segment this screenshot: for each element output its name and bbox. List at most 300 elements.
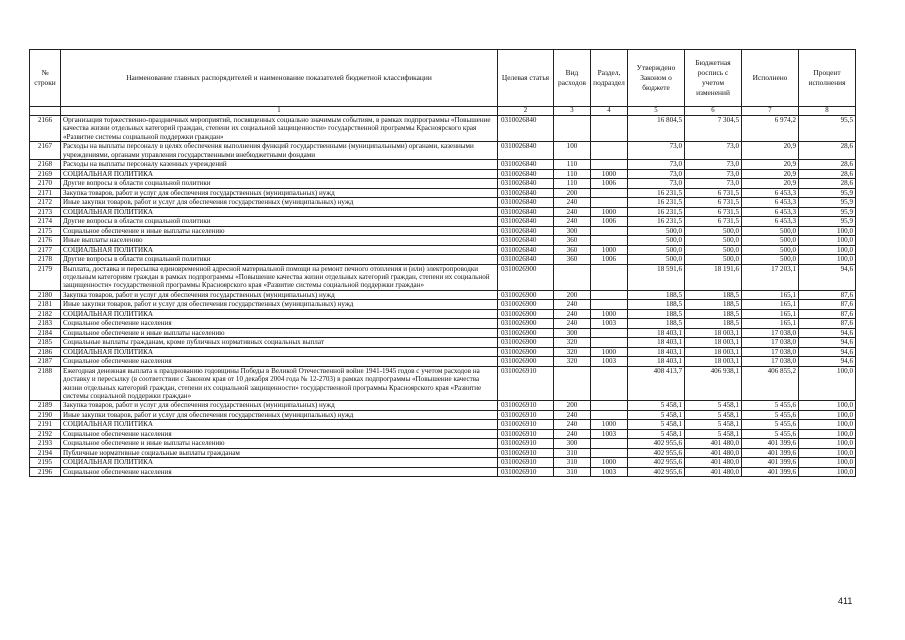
table-row — [30, 169, 856, 179]
percent-cell: 100,0 — [799, 448, 856, 458]
table-row — [30, 290, 856, 300]
name-cell: СОЦИАЛЬНАЯ ПОЛИТИКА — [61, 347, 498, 357]
revised-cell: 500,0 — [685, 245, 742, 255]
name-cell: Расходы на выплаты персоналу казенных учреждений — [61, 160, 498, 170]
executed-cell: 165,1 — [742, 309, 799, 319]
approved-cell: 16 231,5 — [628, 198, 685, 208]
row-number-cell: 2171 — [30, 188, 61, 198]
header-section: Раздел, подраздел — [591, 50, 628, 107]
row-number-cell: 2184 — [30, 328, 61, 338]
target-article-cell: 0310026840 — [498, 236, 554, 246]
table-row — [30, 420, 856, 430]
executed-cell: 17 203,1 — [742, 264, 799, 290]
name-cell: Организация торжественно-праздничных мероприятий, посвященных социально значимым событиям, в рамках подпрограммы «Повышение качества жизни отдельных категорий граждан, степени их социальной защищенности» государственной программы Красноярского края «Развитие системы социальной поддержки граждан» — [61, 116, 498, 142]
executed-cell: 5 455,6 — [742, 410, 799, 420]
header-revised: Бюджетная роспись с учетом изменений — [685, 50, 742, 107]
revised-cell: 5 458,1 — [685, 401, 742, 411]
revised-cell: 500,0 — [685, 255, 742, 265]
revised-cell: 401 480,0 — [685, 458, 742, 468]
header-executed: Исполнено — [742, 50, 799, 107]
approved-cell: 16 231,5 — [628, 217, 685, 227]
section-cell — [591, 116, 628, 142]
revised-cell: 5 458,1 — [685, 420, 742, 430]
column-number: 2 — [498, 107, 554, 116]
revised-cell: 188,5 — [685, 290, 742, 300]
target-article-cell: 0310026900 — [498, 264, 554, 290]
row-number-cell: 2179 — [30, 264, 61, 290]
table-row — [30, 401, 856, 411]
expense-type-cell: 360 — [554, 255, 591, 265]
header-expense-type: Вид расходов — [554, 50, 591, 107]
approved-cell: 408 413,7 — [628, 366, 685, 401]
section-cell — [591, 264, 628, 290]
revised-cell: 500,0 — [685, 236, 742, 246]
column-number: 1 — [61, 107, 498, 116]
header-row-number: № строки — [30, 50, 61, 107]
percent-cell: 100,0 — [799, 420, 856, 430]
executed-cell: 20,9 — [742, 160, 799, 170]
name-cell: СОЦИАЛЬНАЯ ПОЛИТИКА — [61, 245, 498, 255]
percent-cell: 100,0 — [799, 366, 856, 401]
expense-type-cell: 300 — [554, 226, 591, 236]
section-cell — [591, 448, 628, 458]
executed-cell: 20,9 — [742, 179, 799, 189]
executed-cell: 165,1 — [742, 300, 799, 310]
column-number: 4 — [591, 107, 628, 116]
revised-cell: 73,0 — [685, 160, 742, 170]
name-cell: СОЦИАЛЬНАЯ ПОЛИТИКА — [61, 207, 498, 217]
section-cell — [591, 366, 628, 401]
approved-cell: 5 458,1 — [628, 410, 685, 420]
percent-cell: 94,6 — [799, 328, 856, 338]
name-cell: Социальное обеспечение и иные выплаты населению — [61, 439, 498, 449]
table-row — [30, 179, 856, 189]
column-number — [30, 107, 61, 116]
table-row — [30, 458, 856, 468]
expense-type-cell: 100 — [554, 142, 591, 160]
row-number-cell: 2192 — [30, 429, 61, 439]
expense-type-cell: 300 — [554, 328, 591, 338]
name-cell: Другие вопросы в области социальной политики — [61, 255, 498, 265]
section-cell: 1000 — [591, 420, 628, 430]
table-row — [30, 319, 856, 329]
header-name: Наименование главных распорядителей и наименование показателей бюджетной классификации — [61, 50, 498, 107]
revised-cell: 5 458,1 — [685, 410, 742, 420]
target-article-cell: 0310026900 — [498, 357, 554, 367]
target-article-cell: 0310026840 — [498, 245, 554, 255]
table-row — [30, 467, 856, 477]
revised-cell: 18 191,6 — [685, 264, 742, 290]
revised-cell: 406 938,1 — [685, 366, 742, 401]
approved-cell: 73,0 — [628, 169, 685, 179]
approved-cell: 500,0 — [628, 245, 685, 255]
percent-cell: 94,6 — [799, 347, 856, 357]
row-number-cell: 2178 — [30, 255, 61, 265]
row-number-cell: 2166 — [30, 116, 61, 142]
percent-cell: 87,6 — [799, 319, 856, 329]
row-number-cell: 2195 — [30, 458, 61, 468]
approved-cell: 18 591,6 — [628, 264, 685, 290]
expense-type-cell: 200 — [554, 188, 591, 198]
expense-type-cell: 200 — [554, 401, 591, 411]
name-cell: Публичные нормативные социальные выплаты гражданам — [61, 448, 498, 458]
target-article-cell: 0310026900 — [498, 290, 554, 300]
revised-cell: 7 304,5 — [685, 116, 742, 142]
table-row — [30, 300, 856, 310]
revised-cell: 500,0 — [685, 226, 742, 236]
name-cell: Социальное обеспечение населения — [61, 357, 498, 367]
target-article-cell: 0310026910 — [498, 439, 554, 449]
approved-cell: 18 403,1 — [628, 338, 685, 348]
percent-cell: 100,0 — [799, 245, 856, 255]
expense-type-cell: 320 — [554, 338, 591, 348]
header-percent: Процент исполнения — [799, 50, 856, 107]
section-cell: 1000 — [591, 169, 628, 179]
target-article-cell: 0310026840 — [498, 169, 554, 179]
table-row — [30, 255, 856, 265]
name-cell: Другие вопросы в области социальной политики — [61, 217, 498, 227]
row-number-cell: 2194 — [30, 448, 61, 458]
expense-type-cell — [554, 116, 591, 142]
revised-cell: 18 003,1 — [685, 338, 742, 348]
section-cell — [591, 290, 628, 300]
expense-type-cell: 240 — [554, 410, 591, 420]
executed-cell: 500,0 — [742, 255, 799, 265]
approved-cell: 402 955,6 — [628, 467, 685, 477]
section-cell: 1006 — [591, 179, 628, 189]
table-row — [30, 207, 856, 217]
percent-cell: 100,0 — [799, 226, 856, 236]
header-approved: Утверждено Законом о бюджете — [628, 50, 685, 107]
executed-cell: 6 453,3 — [742, 198, 799, 208]
column-number: 5 — [628, 107, 685, 116]
section-cell — [591, 338, 628, 348]
table-row — [30, 347, 856, 357]
row-number-cell: 2169 — [30, 169, 61, 179]
expense-type-cell: 240 — [554, 207, 591, 217]
revised-cell: 6 731,5 — [685, 198, 742, 208]
percent-cell: 95,9 — [799, 198, 856, 208]
column-number: 7 — [742, 107, 799, 116]
revised-cell: 188,5 — [685, 319, 742, 329]
expense-type-cell: 110 — [554, 179, 591, 189]
row-number-cell: 2168 — [30, 160, 61, 170]
section-cell — [591, 226, 628, 236]
revised-cell: 73,0 — [685, 179, 742, 189]
executed-cell: 6 453,3 — [742, 207, 799, 217]
approved-cell: 18 403,1 — [628, 328, 685, 338]
expense-type-cell: 110 — [554, 169, 591, 179]
target-article-cell: 0310026910 — [498, 429, 554, 439]
expense-type-cell: 240 — [554, 198, 591, 208]
percent-cell: 100,0 — [799, 439, 856, 449]
percent-cell: 100,0 — [799, 401, 856, 411]
name-cell: Социальное обеспечение населения — [61, 429, 498, 439]
percent-cell: 87,6 — [799, 309, 856, 319]
budget-table-sheet — [29, 49, 855, 477]
expense-type-cell: 240 — [554, 319, 591, 329]
percent-cell: 94,6 — [799, 338, 856, 348]
row-number-cell: 2187 — [30, 357, 61, 367]
table-row — [30, 188, 856, 198]
name-cell: Социальное обеспечение и иные выплаты населению — [61, 226, 498, 236]
table-row — [30, 338, 856, 348]
section-cell: 1003 — [591, 357, 628, 367]
row-number-cell: 2182 — [30, 309, 61, 319]
percent-cell: 28,6 — [799, 169, 856, 179]
approved-cell: 188,5 — [628, 319, 685, 329]
name-cell: Социальное обеспечение населения — [61, 319, 498, 329]
executed-cell: 401 399,6 — [742, 439, 799, 449]
table-row — [30, 116, 856, 142]
executed-cell: 165,1 — [742, 319, 799, 329]
executed-cell: 500,0 — [742, 245, 799, 255]
name-cell: Иные закупки товаров, работ и услуг для обеспечения государственных (муниципальных) нужд — [61, 198, 498, 208]
approved-cell: 402 955,6 — [628, 458, 685, 468]
row-number-cell: 2172 — [30, 198, 61, 208]
row-number-cell: 2167 — [30, 142, 61, 160]
expense-type-cell: 240 — [554, 217, 591, 227]
approved-cell: 73,0 — [628, 179, 685, 189]
table-row — [30, 328, 856, 338]
percent-cell: 100,0 — [799, 236, 856, 246]
expense-type-cell: 310 — [554, 448, 591, 458]
row-number-cell: 2185 — [30, 338, 61, 348]
percent-cell: 28,6 — [799, 142, 856, 160]
target-article-cell: 0310026910 — [498, 401, 554, 411]
approved-cell: 18 403,1 — [628, 347, 685, 357]
target-article-cell: 0310026910 — [498, 410, 554, 420]
name-cell: Закупка товаров, работ и услуг для обеспечения государственных (муниципальных) нужд — [61, 290, 498, 300]
target-article-cell: 0310026840 — [498, 116, 554, 142]
section-cell — [591, 188, 628, 198]
name-cell: Социальное обеспечение и иные выплаты населению — [61, 328, 498, 338]
name-cell: СОЦИАЛЬНАЯ ПОЛИТИКА — [61, 458, 498, 468]
executed-cell: 6 453,3 — [742, 217, 799, 227]
column-number: 3 — [554, 107, 591, 116]
section-cell — [591, 410, 628, 420]
approved-cell: 188,5 — [628, 309, 685, 319]
table-row — [30, 217, 856, 227]
name-cell: Социальные выплаты гражданам, кроме публичных нормативных социальных выплат — [61, 338, 498, 348]
revised-cell: 18 003,1 — [685, 347, 742, 357]
row-number-cell: 2186 — [30, 347, 61, 357]
target-article-cell: 0310026840 — [498, 198, 554, 208]
table-row — [30, 357, 856, 367]
table-row — [30, 198, 856, 208]
percent-cell: 100,0 — [799, 467, 856, 477]
name-cell: Закупка товаров, работ и услуг для обеспечения государственных (муниципальных) нужд — [61, 401, 498, 411]
name-cell: Иные выплаты населению — [61, 236, 498, 246]
approved-cell: 73,0 — [628, 142, 685, 160]
revised-cell: 401 480,0 — [685, 448, 742, 458]
table-row — [30, 366, 856, 401]
column-number: 6 — [685, 107, 742, 116]
name-cell: СОЦИАЛЬНАЯ ПОЛИТИКА — [61, 169, 498, 179]
row-number-cell: 2181 — [30, 300, 61, 310]
target-article-cell: 0310026900 — [498, 300, 554, 310]
section-cell: 1003 — [591, 429, 628, 439]
target-article-cell: 0310026840 — [498, 142, 554, 160]
executed-cell: 5 455,6 — [742, 401, 799, 411]
expense-type-cell: 240 — [554, 309, 591, 319]
executed-cell: 17 038,0 — [742, 347, 799, 357]
section-cell: 1003 — [591, 467, 628, 477]
section-cell — [591, 236, 628, 246]
name-cell: Иные закупки товаров, работ и услуг для обеспечения государственных (муниципальных) нужд — [61, 410, 498, 420]
executed-cell: 5 455,6 — [742, 420, 799, 430]
name-cell: Ежегодная денежная выплата к празднованию годовщины Победы в Великой Отечественной войне 1941-1945 годов с учетом расходов на доставку и пересылку (в соответствии с Законом края от 10 декабря 2004 года № 12-2703) в рамках подпрограммы «Повышение качества жизни отдельных категорий граждан, степени их социальной защищенности» государственной программы Красноярского края «Развитие системы социальной поддержки граждан» — [61, 366, 498, 401]
approved-cell: 188,5 — [628, 290, 685, 300]
revised-cell: 401 480,0 — [685, 467, 742, 477]
row-number-cell: 2196 — [30, 467, 61, 477]
name-cell: Выплата, доставка и пересылка единовременной адресной материальной помощи на ремонт печного отопления и (или) электропроводки отдельным категориям граждан в рамках подпрограммы «Повышение качества жизни отдельных категорий граждан, степени их социальной защищенности» государственной программы Красноярского края «Развитие системы социальной поддержки граждан» — [61, 264, 498, 290]
section-cell — [591, 328, 628, 338]
section-cell — [591, 300, 628, 310]
target-article-cell: 0310026840 — [498, 207, 554, 217]
section-cell: 1000 — [591, 458, 628, 468]
table-row — [30, 429, 856, 439]
section-cell: 1006 — [591, 217, 628, 227]
page-number: 411 — [838, 596, 853, 606]
executed-cell: 401 399,6 — [742, 448, 799, 458]
executed-cell: 17 038,0 — [742, 328, 799, 338]
expense-type-cell: 320 — [554, 357, 591, 367]
revised-cell: 6 731,5 — [685, 217, 742, 227]
section-cell — [591, 198, 628, 208]
approved-cell: 500,0 — [628, 255, 685, 265]
approved-cell: 16 231,5 — [628, 207, 685, 217]
executed-cell: 17 038,0 — [742, 357, 799, 367]
table-row — [30, 439, 856, 449]
approved-cell: 500,0 — [628, 236, 685, 246]
row-number-cell: 2177 — [30, 245, 61, 255]
section-cell — [591, 142, 628, 160]
approved-cell: 5 458,1 — [628, 420, 685, 430]
section-cell: 1006 — [591, 255, 628, 265]
expense-type-cell: 310 — [554, 467, 591, 477]
section-cell — [591, 439, 628, 449]
approved-cell: 402 955,6 — [628, 439, 685, 449]
row-number-cell: 2188 — [30, 366, 61, 401]
target-article-cell: 0310026840 — [498, 217, 554, 227]
revised-cell: 18 003,1 — [685, 357, 742, 367]
name-cell: Иные закупки товаров, работ и услуг для обеспечения государственных (муниципальных) нужд — [61, 300, 498, 310]
percent-cell: 100,0 — [799, 429, 856, 439]
target-article-cell: 0310026840 — [498, 179, 554, 189]
target-article-cell: 0310026900 — [498, 328, 554, 338]
approved-cell: 73,0 — [628, 160, 685, 170]
percent-cell: 87,6 — [799, 290, 856, 300]
expense-type-cell — [554, 264, 591, 290]
percent-cell: 95,9 — [799, 188, 856, 198]
name-cell: Другие вопросы в области социальной политики — [61, 179, 498, 189]
expense-type-cell: 360 — [554, 236, 591, 246]
revised-cell: 5 458,1 — [685, 429, 742, 439]
section-cell: 1000 — [591, 309, 628, 319]
expense-type-cell: 240 — [554, 429, 591, 439]
target-article-cell: 0310026840 — [498, 255, 554, 265]
percent-cell: 100,0 — [799, 410, 856, 420]
target-article-cell: 0310026910 — [498, 467, 554, 477]
section-cell: 1000 — [591, 347, 628, 357]
target-article-cell: 0310026910 — [498, 366, 554, 401]
section-cell: 1000 — [591, 207, 628, 217]
executed-cell: 6 974,2 — [742, 116, 799, 142]
revised-cell: 188,5 — [685, 300, 742, 310]
executed-cell: 500,0 — [742, 226, 799, 236]
revised-cell: 6 731,5 — [685, 207, 742, 217]
row-number-cell: 2189 — [30, 401, 61, 411]
executed-cell: 20,9 — [742, 142, 799, 160]
executed-cell: 401 399,6 — [742, 458, 799, 468]
row-number-cell: 2191 — [30, 420, 61, 430]
row-number-cell: 2180 — [30, 290, 61, 300]
target-article-cell: 0310026840 — [498, 188, 554, 198]
target-article-cell: 0310026840 — [498, 226, 554, 236]
approved-cell: 5 458,1 — [628, 401, 685, 411]
percent-cell: 94,6 — [799, 357, 856, 367]
percent-cell: 28,6 — [799, 179, 856, 189]
percent-cell: 100,0 — [799, 458, 856, 468]
executed-cell: 500,0 — [742, 236, 799, 246]
target-article-cell: 0310026900 — [498, 338, 554, 348]
budget-execution-table — [29, 49, 856, 477]
expense-type-cell: 110 — [554, 160, 591, 170]
name-cell: Социальное обеспечение населения — [61, 467, 498, 477]
name-cell: СОЦИАЛЬНАЯ ПОЛИТИКА — [61, 420, 498, 430]
table-row — [30, 448, 856, 458]
table-row — [30, 309, 856, 319]
expense-type-cell: 360 — [554, 245, 591, 255]
column-number-row — [30, 107, 856, 116]
header-target-article: Целевая статья — [498, 50, 554, 107]
target-article-cell: 0310026840 — [498, 160, 554, 170]
name-cell: Закупка товаров, работ и услуг для обеспечения государственных (муниципальных) нужд — [61, 188, 498, 198]
percent-cell: 95,9 — [799, 217, 856, 227]
name-cell: СОЦИАЛЬНАЯ ПОЛИТИКА — [61, 309, 498, 319]
approved-cell: 5 458,1 — [628, 429, 685, 439]
table-row — [30, 410, 856, 420]
target-article-cell: 0310026910 — [498, 448, 554, 458]
header-row — [30, 50, 856, 107]
table-row — [30, 236, 856, 246]
row-number-cell: 2183 — [30, 319, 61, 329]
target-article-cell: 0310026900 — [498, 309, 554, 319]
expense-type-cell: 200 — [554, 290, 591, 300]
executed-cell: 20,9 — [742, 169, 799, 179]
table-row — [30, 245, 856, 255]
executed-cell: 401 399,6 — [742, 467, 799, 477]
revised-cell: 6 731,5 — [685, 188, 742, 198]
approved-cell: 16 804,5 — [628, 116, 685, 142]
percent-cell: 95,9 — [799, 207, 856, 217]
row-number-cell: 2170 — [30, 179, 61, 189]
target-article-cell: 0310026910 — [498, 458, 554, 468]
approved-cell: 16 231,5 — [628, 188, 685, 198]
executed-cell: 406 855,2 — [742, 366, 799, 401]
percent-cell: 94,6 — [799, 264, 856, 290]
approved-cell: 500,0 — [628, 226, 685, 236]
percent-cell: 100,0 — [799, 255, 856, 265]
section-cell: 1000 — [591, 245, 628, 255]
expense-type-cell: 300 — [554, 439, 591, 449]
executed-cell: 17 038,0 — [742, 338, 799, 348]
expense-type-cell: 320 — [554, 347, 591, 357]
expense-type-cell — [554, 366, 591, 401]
approved-cell: 18 403,1 — [628, 357, 685, 367]
percent-cell: 95,5 — [799, 116, 856, 142]
